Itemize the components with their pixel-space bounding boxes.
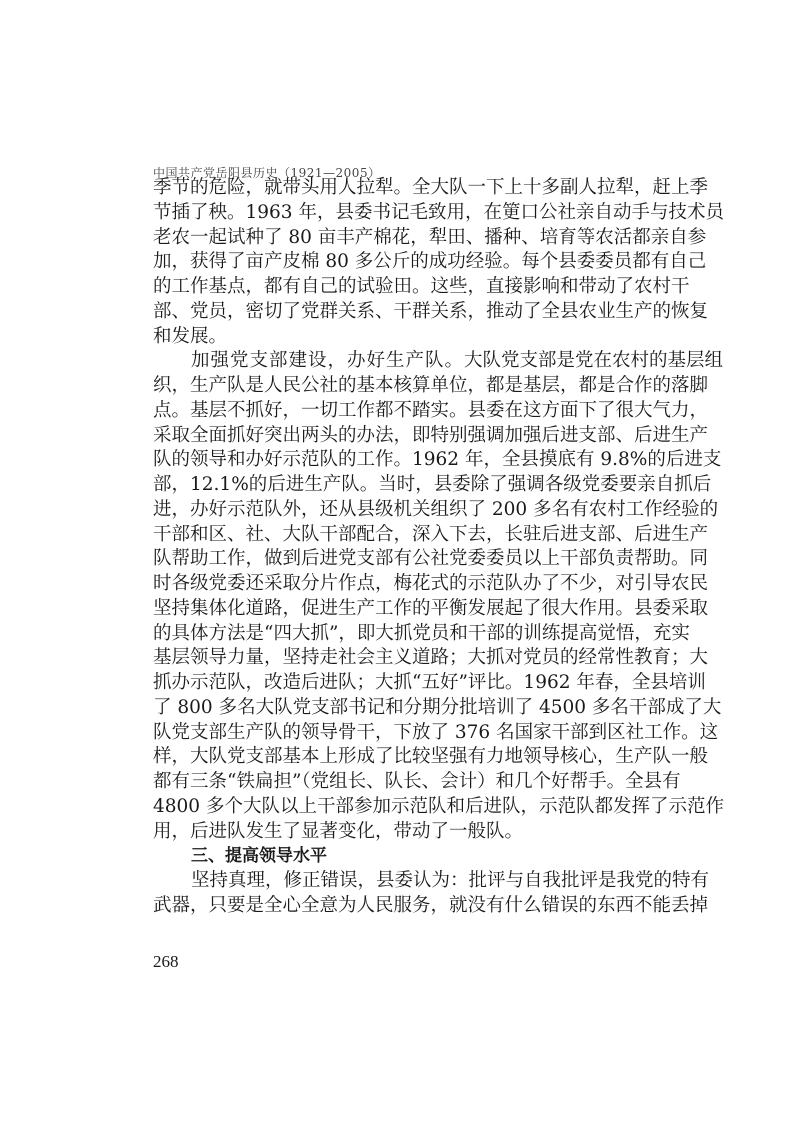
line-text: 节插了秧。1963 年，县委书记毛致用，在筻口公社亲自动手与技术员	[153, 201, 724, 223]
line-text: 的工作基点，都有自己的试验田。这些，直接影响和带动了农村干	[153, 276, 690, 297]
text-line	[153, 498, 719, 523]
text-line	[153, 572, 709, 597]
line-text: 了 800 多名大队党支部书记和分期分批培训了 4500 多名干部成了大	[153, 696, 722, 718]
text-line	[153, 349, 724, 374]
line-text: 武器，只要是全心全意为人民服务，就没有什么错误的东西不能丢掉	[153, 894, 709, 916]
line-text: 部，12.1%的后进生产队。当时，县委除了强调各级党委要亲自抓后	[153, 474, 712, 495]
text-line	[153, 795, 724, 820]
line-text: 部、党员，密切了党群关系、干群关系，推动了全县农业生产的恢复	[153, 300, 709, 322]
text-line	[153, 646, 709, 671]
line-text: 坚持集体化道路，促进生产工作的平衡发展起了很大作用。县委采取	[153, 597, 709, 619]
text-line	[153, 622, 690, 647]
line-text: 队帮助工作，做到后进党支部有公社党委委员以上干部负责帮助。同	[153, 548, 709, 570]
text-line	[153, 745, 709, 770]
section-heading	[153, 844, 641, 869]
body-text	[153, 176, 724, 919]
line-text: 样，大队党支部基本上形成了比较坚强有力地领导核心，生产队一般	[153, 746, 709, 768]
text-line	[153, 671, 706, 696]
line-text: 坚持真理，修正错误，县委认为：批评与自我批评是我党的特有	[191, 870, 710, 891]
line-text: 都有三条“铁扁担”（党组长、队长、会计）和几个好帮手。全县有	[153, 771, 681, 792]
line-text: 加，获得了亩产皮棉 80 多公斤的成功经验。每个县委委员都有自己	[153, 251, 707, 273]
line-text: 队的领导和办好示范队的工作。1962 年，全县摸底有 9.8%的后进支	[153, 449, 722, 471]
line-text: 基层领导力量，坚持走社会主义道路；大抓对党员的经常性教育；大	[153, 647, 709, 669]
line-text: 抓办示范队，改造后进队；大抓“五好”评比。1962 年春，全县培训	[153, 672, 706, 693]
line-text: 的具体方法是“四大抓”，即大抓党员和干部的训练提高觉悟，充实	[153, 622, 690, 644]
text-line	[153, 473, 712, 498]
text-line	[153, 176, 709, 201]
paragraph-lead-phrase: 加强党支部建设，办好生产队。	[191, 350, 465, 372]
text-line	[153, 250, 707, 275]
text-line	[153, 448, 722, 473]
text-line	[153, 894, 709, 919]
text-line	[153, 399, 709, 424]
text-line	[153, 597, 709, 622]
line-text: 和发展。	[153, 325, 228, 347]
text-line	[153, 226, 707, 251]
line-text: 大队党支部是党在农村的基层组	[464, 350, 724, 372]
text-line	[153, 547, 709, 572]
running-header: 中国共产党岳阳县历史（1921—2005）	[153, 166, 381, 180]
text-line	[153, 696, 722, 721]
line-text: 采取全面抓好突出两头的办法，即特别强调加强后进支部、后进生产	[153, 424, 709, 446]
text-line	[153, 325, 641, 350]
text-line	[153, 424, 709, 449]
line-text: 时各级党委还采取分片作点，梅花式的示范队办了不少，对引导农民	[153, 573, 709, 594]
line-text: 4800 多个大队以上干部参加示范队和后进队，示范队都发挥了示范作	[153, 795, 724, 817]
text-line	[153, 820, 641, 845]
page-number: 268	[153, 952, 179, 971]
text-line	[153, 523, 709, 548]
line-text: 队党支部生产队的领导骨干，下放了 376 名国家干部到区社工作。这	[153, 721, 719, 743]
line-text: 三、提高领导水平	[191, 846, 327, 867]
text-line	[153, 201, 724, 226]
text-line	[153, 721, 719, 746]
text-line	[153, 300, 709, 325]
text-line	[153, 275, 690, 300]
line-text: 季节的危险，就带头用人拉犁。全大队一下上十多副人拉犁，赶上季	[153, 177, 709, 198]
line-text: 用，后进队发生了显著变化，带动了一般队。	[153, 820, 524, 842]
text-line	[153, 374, 709, 399]
line-text: 织，生产队是人民公社的基本核算单位，都是基层，都是合作的落脚	[153, 375, 709, 396]
line-text: 干部和区、社、大队干部配合，深入下去，长驻后进支部、后进生产	[153, 523, 709, 545]
line-text: 进，办好示范队外，还从县级机关组织了 200 多名有农村工作经验的	[153, 498, 719, 520]
line-text: 老农一起试种了 80 亩丰产棉花，犁田、播种、培育等农活都亲自参	[153, 226, 707, 248]
text-line	[153, 770, 681, 795]
line-text: 点。基层不抓好，一切工作都不踏实。县委在这方面下了很大气力，	[153, 399, 709, 421]
text-line	[153, 869, 710, 894]
